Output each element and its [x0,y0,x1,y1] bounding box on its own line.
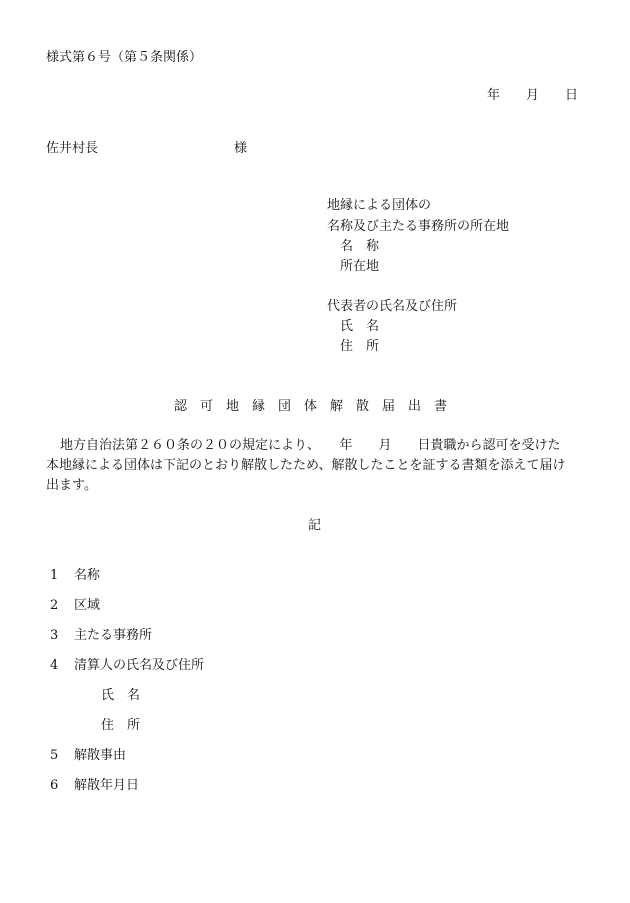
applicant-address-label: 所在地 [340,259,380,274]
liquidator-name-label: 氏 名 [101,688,141,703]
liquidator-address-label: 住 所 [101,718,141,733]
item-number: 5 [50,748,59,763]
item-label: 清算人の氏名及び住所 [74,658,205,673]
addressee-name: 佐井村長 [46,141,99,156]
item-label: 区域 [74,598,101,613]
item-number: 6 [50,778,59,793]
list-item [50,568,100,584]
item-number: 3 [50,628,59,643]
item-number: 1 [50,568,59,583]
document-title: 認 可 地 縁 団 体 解 散 届 出 書 [174,399,448,414]
list-item [50,658,204,674]
list-item [50,598,100,614]
item-label: 主たる事務所 [74,628,153,643]
list-item [50,628,152,644]
item-number: 4 [50,658,59,673]
form-number: 様式第６号（第５条関係） [46,50,203,65]
date-line: 年 月 日 [487,88,579,103]
item-label: 解散年月日 [74,778,140,793]
list-item [50,778,139,794]
applicant-heading-line2: 名称及び主たる事務所の所在地 [327,219,510,234]
item-label: 解散事由 [74,748,127,763]
body-line-2: 本地縁による団体は下記のとおり解散したため、解散したことを証する書類を添えて届け [46,458,566,473]
item-label: 名称 [74,568,101,583]
addressee-honorific: 様 [234,141,248,156]
body-line-1: 地方自治法第２６０条の２０の規定により、 年 月 日貴職から認可を受けた [60,438,561,453]
list-item [50,748,126,764]
applicant-heading-line1: 地縁による団体の [327,198,432,213]
item-number: 2 [50,598,59,613]
representative-heading: 代表者の氏名及び住所 [327,299,458,314]
representative-name-label: 氏 名 [340,319,380,334]
applicant-name-label: 名 称 [340,239,380,254]
body-line-3: 出ます。 [46,478,97,493]
ki-heading: 記 [308,518,322,533]
representative-address-label: 住 所 [340,339,380,354]
